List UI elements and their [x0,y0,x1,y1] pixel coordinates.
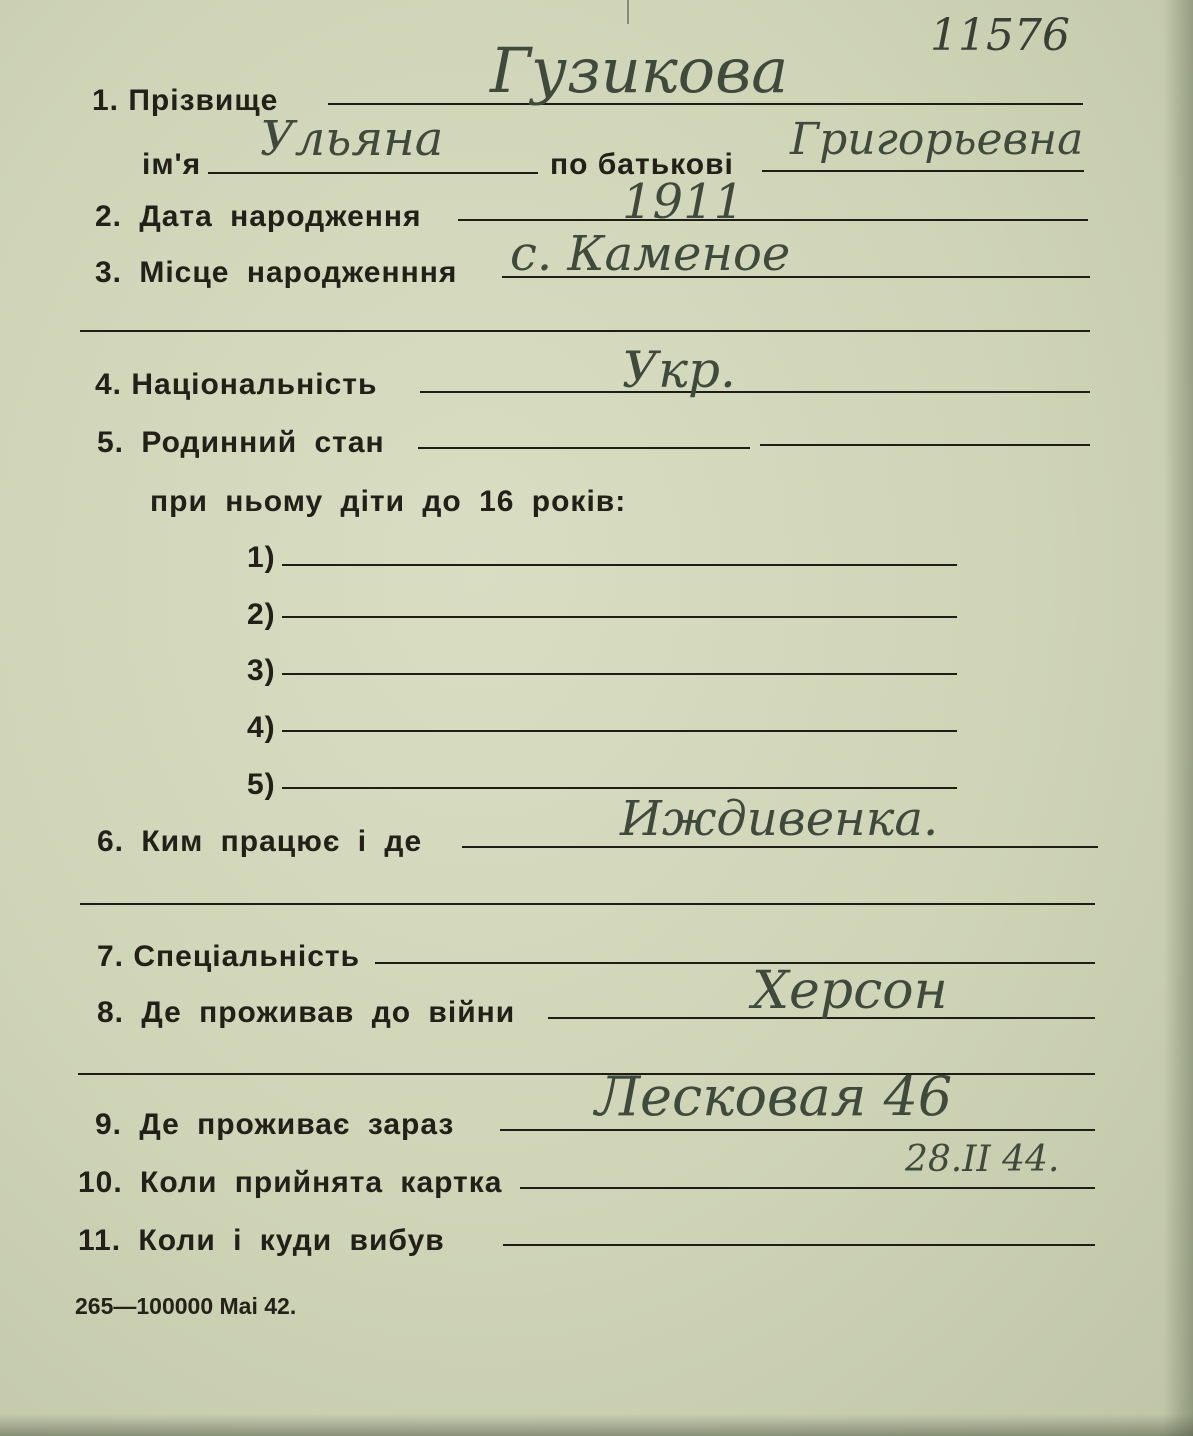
child-row-line [282,673,957,675]
specialty-label: 7. Спеціальність [97,940,361,973]
surname-value: Гузикова [490,34,789,107]
nationality-value: Укр. [622,341,736,399]
prewar-value: Херсон [752,961,948,1021]
pob-value: с. Каменое [510,226,791,282]
card-number: 11576 [930,10,1070,61]
dob-line [458,219,1088,221]
child-row-line [282,616,957,618]
patronymic-line [762,170,1084,172]
departed-line [503,1244,1095,1246]
child-row-label: 2) [247,598,276,631]
pob-continuation-line [80,330,1090,332]
child-row-label: 4) [247,711,276,744]
children-label: при ньому діти до 16 років: [150,485,627,518]
name-label: ім'я [142,148,202,181]
patronymic-value: Григорьевна [790,114,1084,165]
print-run-footer: 265—100000 Mai 42. [75,1293,297,1319]
name-line [208,172,538,174]
current-label: 9. Де проживає зараз [95,1108,455,1141]
work-continuation-line [80,903,1095,905]
work-label: 6. Ким працює і де [97,825,423,858]
specialty-line [375,962,1095,964]
marital-label: 5. Родинний стан [97,426,385,459]
dob-value: 1911 [622,174,745,230]
dob-label: 2. Дата народження [95,200,422,233]
card-edge-shadow-right [1163,0,1193,1436]
marital-line-2 [760,444,1090,446]
surname-label: 1. Прізвище [92,84,279,117]
departed-label: 11. Коли і куди вибув [78,1224,445,1257]
child-row-line [282,730,957,732]
name-value: Ульяна [260,111,444,167]
child-row-line [282,787,957,789]
card-edge-shadow-bottom [0,1414,1193,1436]
pob-label: 3. Місце народженння [95,256,458,289]
accepted-label: 10. Коли прийнята картка [78,1166,503,1199]
current-line [500,1129,1095,1131]
pencil-mark [627,0,629,24]
child-row-label: 1) [247,541,276,574]
child-row-line [282,564,957,566]
patronymic-label: по батькові [550,148,734,181]
nationality-label: 4. Національність [95,368,378,401]
accepted-line [520,1187,1095,1189]
nationality-line [420,391,1090,393]
marital-line-1 [418,447,750,449]
prewar-label: 8. Де проживав до війни [97,996,516,1029]
work-value: Иждивенка. [620,791,939,847]
child-row-label: 5) [247,768,276,801]
current-value: Лесковая 46 [595,1065,953,1128]
child-row-label: 3) [247,654,276,687]
accepted-value: 28.II 44. [905,1139,1060,1180]
